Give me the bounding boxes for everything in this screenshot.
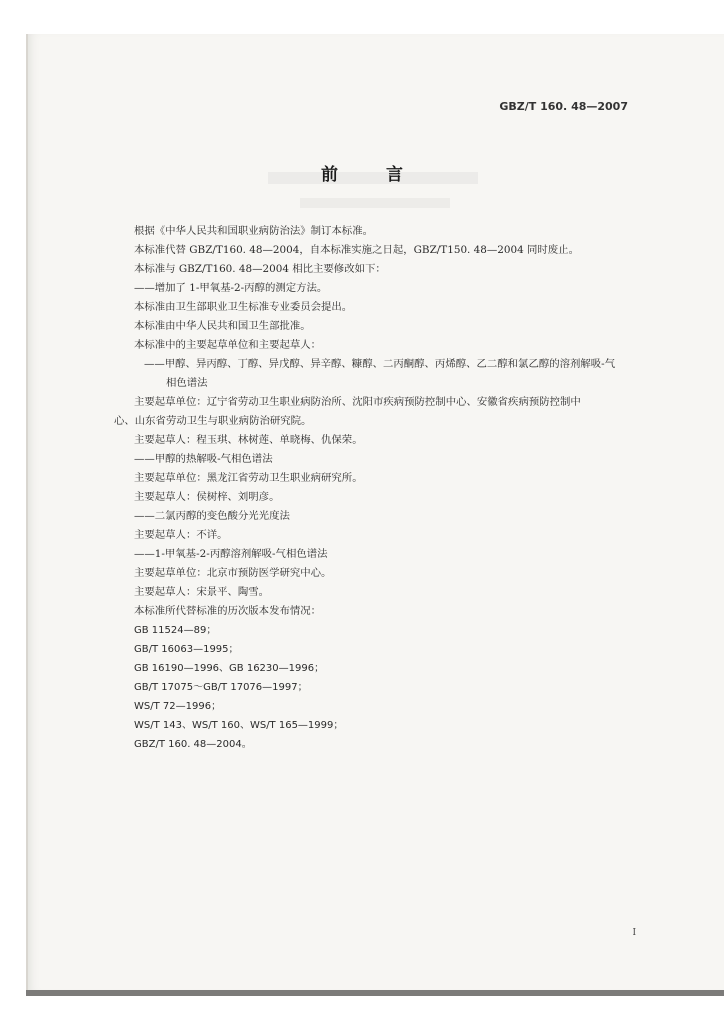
paragraph: 主要起草单位：辽宁省劳动卫生职业病防治所、沈阳市疾病预防控制中心、安徽省疾病预防控制中 <box>134 396 581 408</box>
history-item: WS/T 72—1996； <box>134 701 222 712</box>
paragraph: 本标准由卫生部职业卫生标准专业委员会提出。 <box>134 301 353 313</box>
paragraph: ——甲醇的热解吸-气相色谱法 <box>134 453 273 465</box>
history-item: WS/T 143、WS/T 160、WS/T 165—1999； <box>134 720 344 731</box>
paragraph: 主要起草人：不详。 <box>134 529 228 541</box>
paragraph: ——1-甲氧基-2-丙醇溶剂解吸-气相色谱法 <box>134 548 328 560</box>
paragraph: 本标准与 GBZ/T160. 48—2004 相比主要修改如下： <box>134 263 386 275</box>
bleed-through-line <box>300 198 450 208</box>
paragraph-continuation: 心、山东省劳动卫生与职业病防治研究院。 <box>114 415 312 427</box>
history-item: GB 11524—89； <box>134 625 217 636</box>
paragraph: 主要起草人：程玉琪、林树莲、单晓梅、仇保荣。 <box>134 434 363 446</box>
paragraph: ——增加了 1-甲氧基-2-丙醇的测定方法。 <box>134 282 328 294</box>
title-char-1: 前 <box>321 165 338 185</box>
paragraph: 本标准所代替标准的历次版本发布情况： <box>134 605 322 617</box>
paragraph: 本标准中的主要起草单位和主要起草人： <box>134 339 322 351</box>
paragraph: 主要起草单位：北京市预防医学研究中心。 <box>134 567 332 579</box>
paragraph: 根据《中华人民共和国职业病防治法》制订本标准。 <box>134 225 373 237</box>
history-item: GB/T 17075～GB/T 17076—1997； <box>134 682 308 693</box>
paragraph: 本标准代替 GBZ/T160. 48—2004，自本标准实施之日起，GBZ/T150. 48—2004 同时废止。 <box>134 244 579 256</box>
paragraph: ——甲醇、异丙醇、丁醇、异戊醇、异辛醇、糠醇、二丙酮醇、丙烯醇、乙二醇和氯乙醇的溶剂解吸-气 <box>144 358 616 370</box>
preface-body <box>114 222 648 754</box>
page-title <box>0 160 724 185</box>
standard-code: GBZ/T 160. 48—2007 <box>499 100 628 113</box>
paragraph-continuation: 相色谱法 <box>166 377 208 389</box>
paragraph: 本标准由中华人民共和国卫生部批准。 <box>134 320 311 332</box>
page-number: I <box>632 928 636 938</box>
paragraph: 主要起草人：侯树梓、刘明彦。 <box>134 491 280 503</box>
page-edge-shadow <box>26 990 724 996</box>
paragraph: 主要起草人：宋景平、陶雪。 <box>134 586 270 598</box>
history-item: GB/T 16063—1995； <box>134 644 239 655</box>
paragraph: ——二氯丙醇的变色酸分光光度法 <box>134 510 290 522</box>
paragraph: 主要起草单位：黑龙江省劳动卫生职业病研究所。 <box>134 472 363 484</box>
history-item: GBZ/T 160. 48—2004。 <box>134 739 252 750</box>
title-char-2: 言 <box>386 165 403 185</box>
history-item: GB 16190—1996、GB 16230—1996； <box>134 663 325 674</box>
